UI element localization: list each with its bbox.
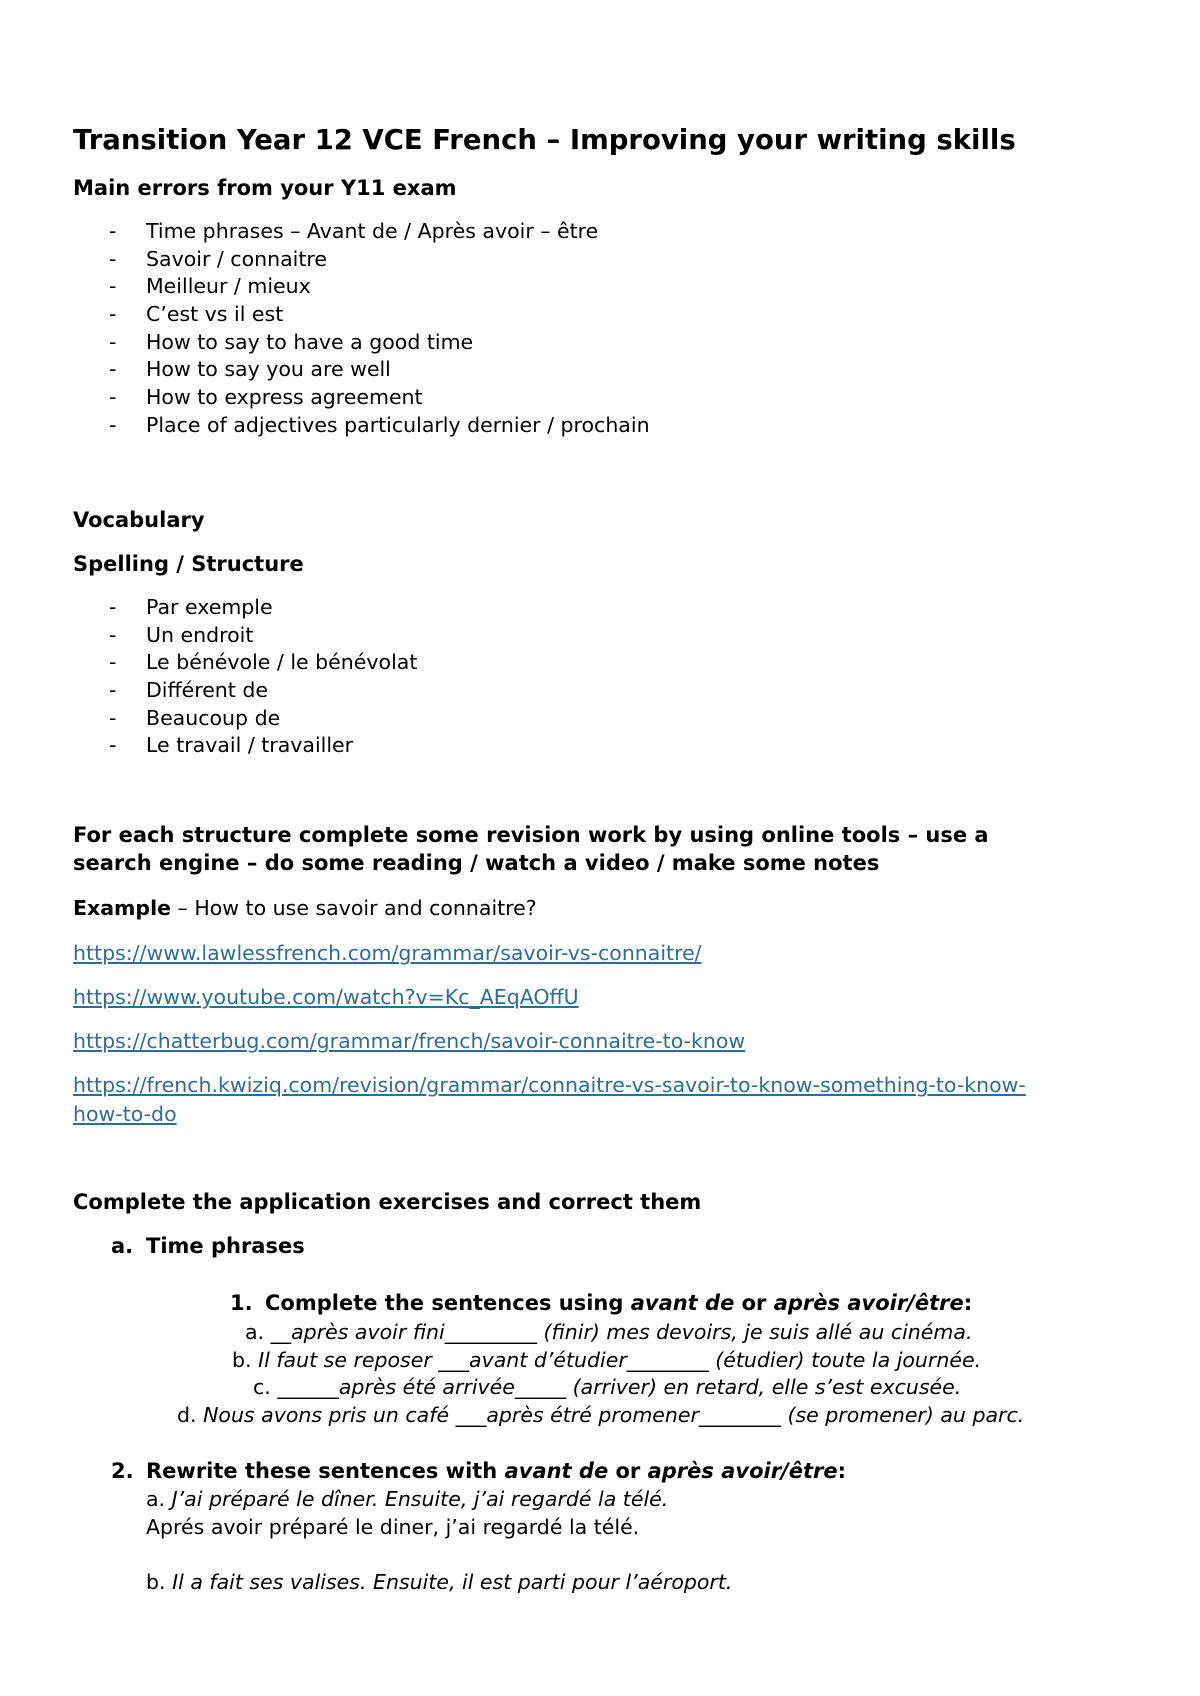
link-chatterbug[interactable]: https://chatterbug.com/grammar/french/savoir-connaitre-to-know — [73, 1029, 746, 1053]
list-item: - Par exemple — [109, 595, 273, 619]
link-kwiziq[interactable]: https://french.kwiziq.com/revision/grammar/connaitre-vs-savoir-to-know-something-to-know- — [73, 1073, 1026, 1097]
exercises-heading: Complete the application exercises and correct them — [73, 1190, 702, 1214]
list-item: - C’est vs il est — [109, 302, 284, 327]
question-2a-prompt: a. J’ai préparé le dîner. Ensuite, j’ai regardé la télé. — [146, 1487, 669, 1511]
vocab-subheading: Spelling / Structure — [73, 552, 304, 576]
question-1-prompt: Complete the sentences using avant de or après avoir/être: — [265, 1291, 973, 1315]
list-item: - Un endroit — [109, 622, 254, 647]
section-a-title: Time phrases — [146, 1234, 305, 1258]
list-item: - Time phrases – Avant de / Après avoir – être — [109, 219, 599, 243]
vocab-heading: Vocabulary — [73, 508, 205, 532]
exercise-line: c. ______après été arrivée_____ (arriver) en retard, elle s’est excusée. — [253, 1375, 962, 1399]
exercise-line: a. __après avoir fini_________ (finir) mes devoirs, je suis allé au cinéma. — [245, 1320, 973, 1344]
example-label: Example — [73, 896, 172, 920]
errors-list — [73, 218, 650, 440]
section-a-marker: a. — [111, 1234, 134, 1258]
question-2b-prompt: b. Il a fait ses valises. Ensuite, il est parti pour l’aéroport. — [146, 1570, 733, 1594]
list-item: - Le bénévole / le bénévolat — [109, 650, 418, 675]
link-youtube[interactable]: https://www.youtube.com/watch?v=Kc_AEqAOffU — [73, 985, 579, 1009]
list-item: - Meilleur / mieux — [109, 274, 311, 299]
link-kwiziq-continued[interactable]: how-to-do — [73, 1102, 177, 1126]
list-item: - Différent de — [109, 678, 268, 703]
list-item: - How to say you are well — [109, 357, 391, 382]
page-title: Transition Year 12 VCE French – Improving your writing skills — [73, 124, 1016, 156]
question-2a-answer: Aprés avoir préparé le diner, j’ai regardé la télé. — [146, 1515, 640, 1539]
example-text: – How to use savoir and connaitre? — [171, 896, 537, 920]
list-item: - Place of adjectives particularly dernier / prochain — [109, 412, 650, 437]
revision-instructions-line-1: For each structure complete some revision work by using online tools – use a — [73, 823, 989, 847]
exercise-line: d. Nous avons pris un café ___après étré promener________ (se promener) au parc. — [177, 1403, 1025, 1427]
question-1-number: 1. — [230, 1291, 253, 1315]
question-2-number: 2. — [111, 1459, 134, 1483]
exercise-line: b. Il faut se reposer ___avant d’étudier________ (étudier) toute la journée. — [232, 1348, 982, 1372]
example-line — [73, 896, 537, 920]
question-2-prompt: Rewrite these sentences with avant de or après avoir/être: — [146, 1459, 847, 1483]
link-lawlessfrench[interactable]: https://www.lawlessfrench.com/grammar/savoir-vs-connaitre/ — [73, 941, 702, 965]
vocab-list — [73, 594, 417, 760]
errors-heading: Main errors from your Y11 exam — [73, 176, 457, 200]
revision-instructions-line-2: search engine – do some reading / watch a video / make some notes — [73, 851, 880, 875]
list-item: - Le travail / travailler — [109, 733, 354, 758]
list-item: - How to say to have a good time — [109, 329, 474, 354]
list-item: - Savoir / connaitre — [109, 246, 327, 271]
list-item: - Beaucoup de — [109, 705, 281, 730]
list-item: - How to express agreement — [109, 385, 423, 410]
